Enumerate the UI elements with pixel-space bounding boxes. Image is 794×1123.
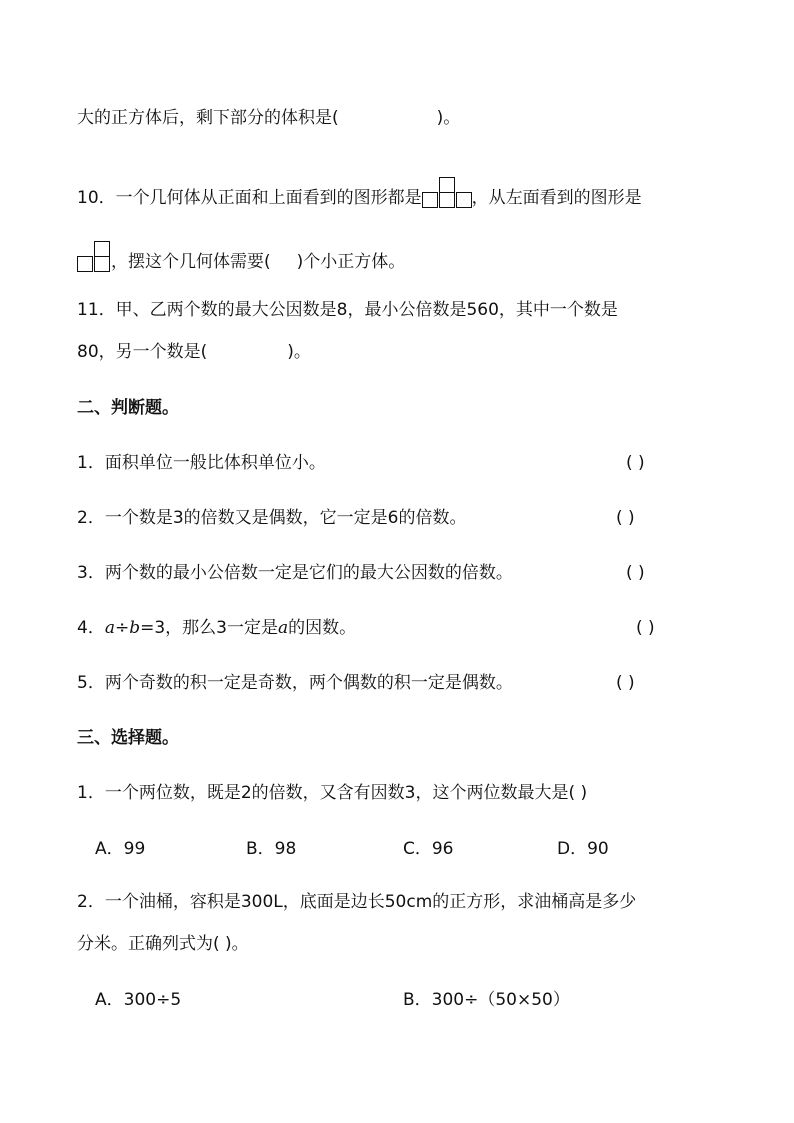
left-view-figure: [77, 241, 111, 273]
front-top-view-figure: [422, 177, 472, 209]
judge-paren-1[interactable]: ( ): [626, 453, 645, 473]
judge-paren-2[interactable]: ( ): [616, 508, 635, 528]
judge-item-3: 3．两个数的最小公倍数一定是它们的最大公因数的倍数。: [77, 563, 513, 583]
judge-paren-5[interactable]: ( ): [616, 673, 635, 693]
judge-paren-4[interactable]: ( ): [636, 618, 655, 638]
judge-item-4: 4．a÷b=3，那么3一定是a的因数。: [77, 618, 357, 638]
judge-item-1: 1．面积单位一般比体积单位小。: [77, 453, 326, 473]
q11-line1: 11．甲、乙两个数的最大公因数是8，最小公倍数是560，其中一个数是: [77, 300, 618, 320]
choice-q2-line2: 分米。正确列式为( )。: [77, 934, 249, 954]
section3-title: 三、选择题。: [77, 728, 179, 748]
judge-item-2: 2．一个数是3的倍数又是偶数，它一定是6的倍数。: [77, 508, 467, 528]
q10-line2: ，摆这个几何体需要( )个小正方体。: [77, 241, 405, 274]
q10-line1: 10．一个几何体从正面和上面看到的图形都是 ，从左面看到的图形是: [77, 177, 642, 210]
choice-q2-line1: 2．一个油桶，容积是300L，底面是边长50cm的正方形，求油桶高是多少: [77, 892, 637, 912]
section2-title: 二、判断题。: [77, 398, 179, 418]
q11-line2: 80，另一个数是( )。: [77, 342, 311, 362]
choice-q1-option-c[interactable]: C．96: [403, 839, 454, 859]
q9-line: 大的正方体后，剩下部分的体积是( )。: [77, 108, 461, 128]
choice-q2-option-b[interactable]: B．300÷（50×50）: [403, 990, 570, 1010]
choice-q2-option-a[interactable]: A．300÷5: [95, 990, 182, 1010]
choice-q1: 1．一个两位数，既是2的倍数，又含有因数3，这个两位数最大是( ): [77, 783, 588, 803]
choice-q1-option-d[interactable]: D．90: [557, 839, 609, 859]
judge-item-5: 5．两个奇数的积一定是奇数，两个偶数的积一定是偶数。: [77, 673, 513, 693]
choice-q1-option-b[interactable]: B．98: [246, 839, 297, 859]
choice-q1-option-a[interactable]: A．99: [95, 839, 146, 859]
judge-paren-3[interactable]: ( ): [626, 563, 645, 583]
